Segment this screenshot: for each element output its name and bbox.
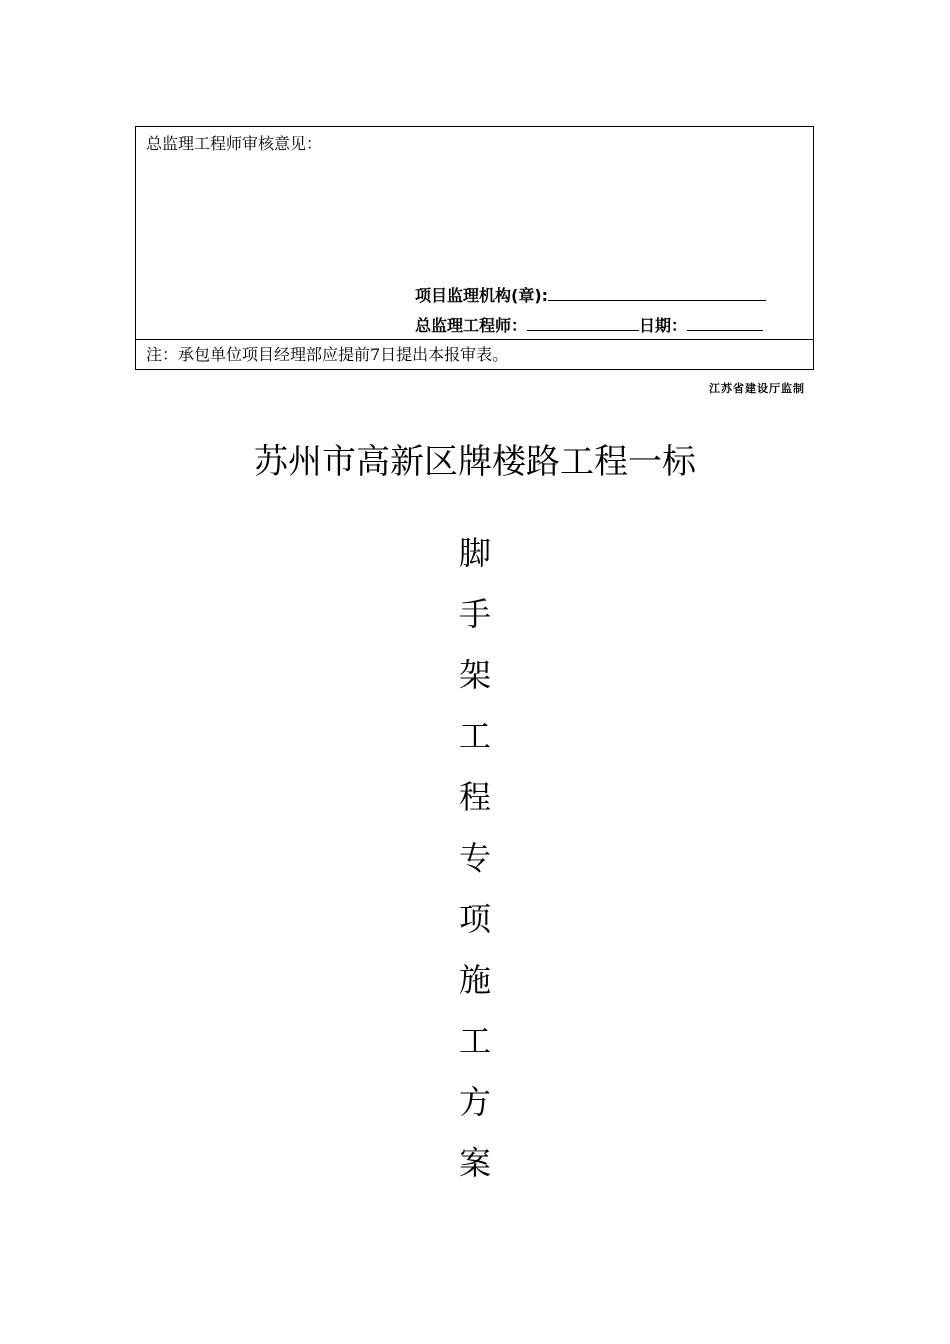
doc-title-char: 工 [458, 1022, 491, 1060]
doc-title-char: 程 [458, 778, 491, 816]
document-title-vertical [455, 530, 495, 1201]
doc-title-char: 工 [458, 717, 491, 755]
supervision-org-line [415, 285, 766, 306]
date-blank[interactable] [687, 315, 763, 331]
supervision-org-blank[interactable] [548, 285, 766, 301]
review-form [135, 126, 814, 370]
doc-title-char: 手 [458, 595, 491, 633]
chief-engineer-blank[interactable] [527, 315, 639, 331]
doc-title-char: 项 [458, 900, 491, 938]
note-row [136, 339, 813, 369]
date-label: 日期： [639, 316, 688, 335]
doc-title-char: 专 [458, 839, 491, 877]
issuer-label: 江苏省建设厅监制 [709, 382, 805, 395]
doc-title-char: 施 [458, 961, 491, 999]
doc-title-char: 案 [458, 1144, 491, 1182]
project-title: 苏州市高新区牌楼路工程一标 [254, 442, 696, 482]
doc-title-char: 架 [458, 656, 491, 694]
doc-title-char: 脚 [458, 534, 491, 572]
engineer-date-line [415, 315, 763, 336]
supervision-org-label: 项目监理机构(章): [415, 286, 549, 305]
chief-engineer-label: 总监理工程师： [415, 316, 528, 335]
doc-title-char: 方 [458, 1083, 491, 1121]
note-text: 注：承包单位项目经理部应提前7日提出本报审表。 [146, 345, 509, 364]
review-heading: 总监理工程师审核意见： [146, 134, 323, 153]
